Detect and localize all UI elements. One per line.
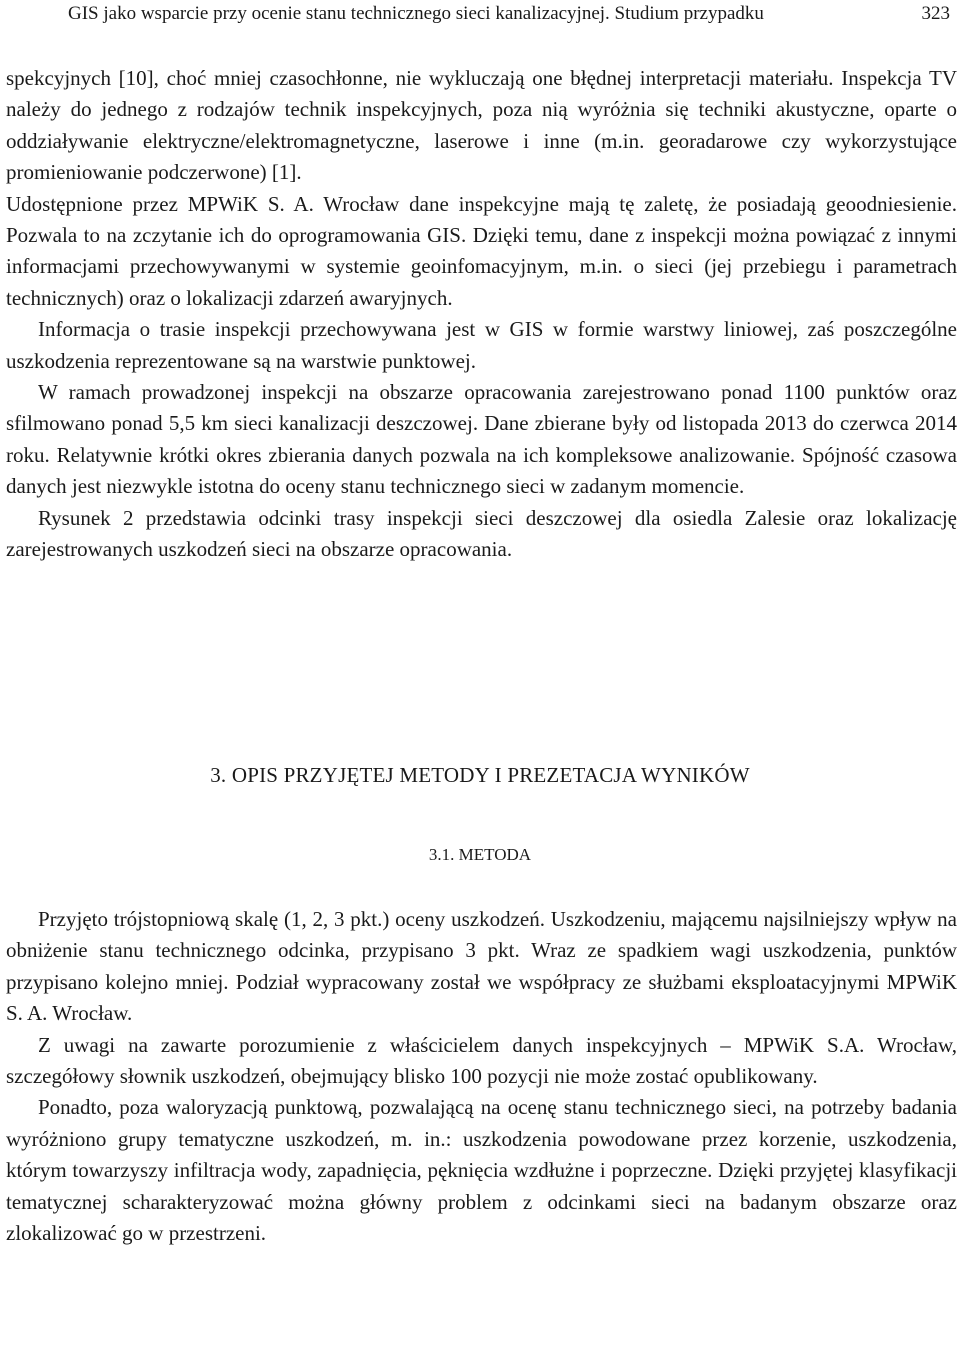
paragraph-data-provider: Udostępnione przez MPWiK S. A. Wrocław dane inspekcyjne mają tę zaletę, że posiadają geoodniesienie. Pozwala to na zczytanie ich do oprogramowania GIS. Dzięki temu, dane z inspekcji można powiązać z innymi informacjami przechowywanymi w systemie geoinfomacyjnym, m.in. o sieci (jej przebiegu i parametrach technicznych) oraz o lokalizacji zdarzeń awaryjnych. [6, 191, 957, 310]
running-title: GIS jako wsparcie przy ocenie stanu technicznego sieci kanalizacyjnej. Studium przypadku [68, 3, 764, 24]
body-text [6, 63, 957, 566]
subsection-heading: 3.1. METODA [428, 845, 532, 864]
paragraph-continuation: spekcyjnych [10], choć mniej czasochłonne, nie wykluczają one błędnej interpretacji materiału. Inspekcja TV należy do jednego z rodzajów technik inspekcyjnych, poza nią wyróżnia się techniki akustyczne, oparte o oddziaływanie elektryczne/elektromagnetyczne, laserowe i inne (m.in. georadarowe czy wykorzystujące promieniowanie podczerwone) [1]. [6, 66, 957, 185]
section-heading: 3. OPIS PRZYJĘTEJ METODY I PREZETACJA WYNIKÓW [210, 763, 750, 787]
paragraph-figure-reference: Rysunek 2 przedstawia odcinki trasy inspekcji sieci deszczowej dla osiedla Zalesie oraz lokalizację zarejestrowanych uszkodzeń sieci na obszarze opracowania. [6, 505, 957, 562]
paragraph-scoring-scale: Przyjęto trójstopniową skalę (1, 2, 3 pkt.) oceny uszkodzeń. Uszkodzeniu, mającemu najsilniejszy wpływ na obniżenie stanu technicznego odcinka, przypisano 3 pkt. Wraz ze spadkiem wagi uszkodzenia, punktów przypisano kolejno mniej. Podział wypracowany został we współpracy ze służbami eksploatacyjnymi MPWiK S. A. Wrocław. [6, 907, 957, 1026]
running-header [68, 2, 960, 26]
page-number: 323 [921, 3, 950, 24]
paragraph-thematic-groups: Ponadto, poza waloryzacją punktową, pozwalającą na ocenę stanu technicznego sieci, na potrzeby badania wyróżniono grupy tematyczne uszkodzeń, m. in.: uszkodzenia powodowane przez korzenie, uszkodzenia, którym towarzyszy infiltracja wody, zapadnięcia, pęknięcia wzdłużne i poprzeczne. Dzięki przyjętej klasyfikacji tematycznej scharakteryzować można główny problem z odcinkami sieci na badanym obszarze oraz zlokalizować go w przestrzeni. [6, 1095, 957, 1246]
paragraph-inspection-scope: W ramach prowadzonej inspekcji na obszarze opracowania zarejestrowano ponad 1100 punktów oraz sfilmowano ponad 5,5 km sieci kanalizacji deszczowej. Dane zbierane były od listopada 2013 do czerwca 2014 roku. Relatywnie krótki okres zbierania danych pozwala na ich kompleksowe analizowanie. Spójność czasowa danych jest niezwykle istotna do oceny stanu technicznego sieci w zadanym momencie. [6, 380, 957, 499]
paragraph-gis-layers: Informacja o trasie inspekcji przechowywana jest w GIS w formie warstwy liniowej, zaś poszczególne uszkodzenia reprezentowane są na warstwie punktowej. [6, 317, 957, 373]
paragraph-agreement: Z uwagi na zawarte porozumienie z właścicielem danych inspekcyjnych – MPWiK S.A. Wrocław, szczegółowy słownik uszkodzeń, obejmujący blisko 100 pozycji nie może zostać opublikowany. [6, 1032, 957, 1089]
method-body-text [6, 904, 957, 1249]
